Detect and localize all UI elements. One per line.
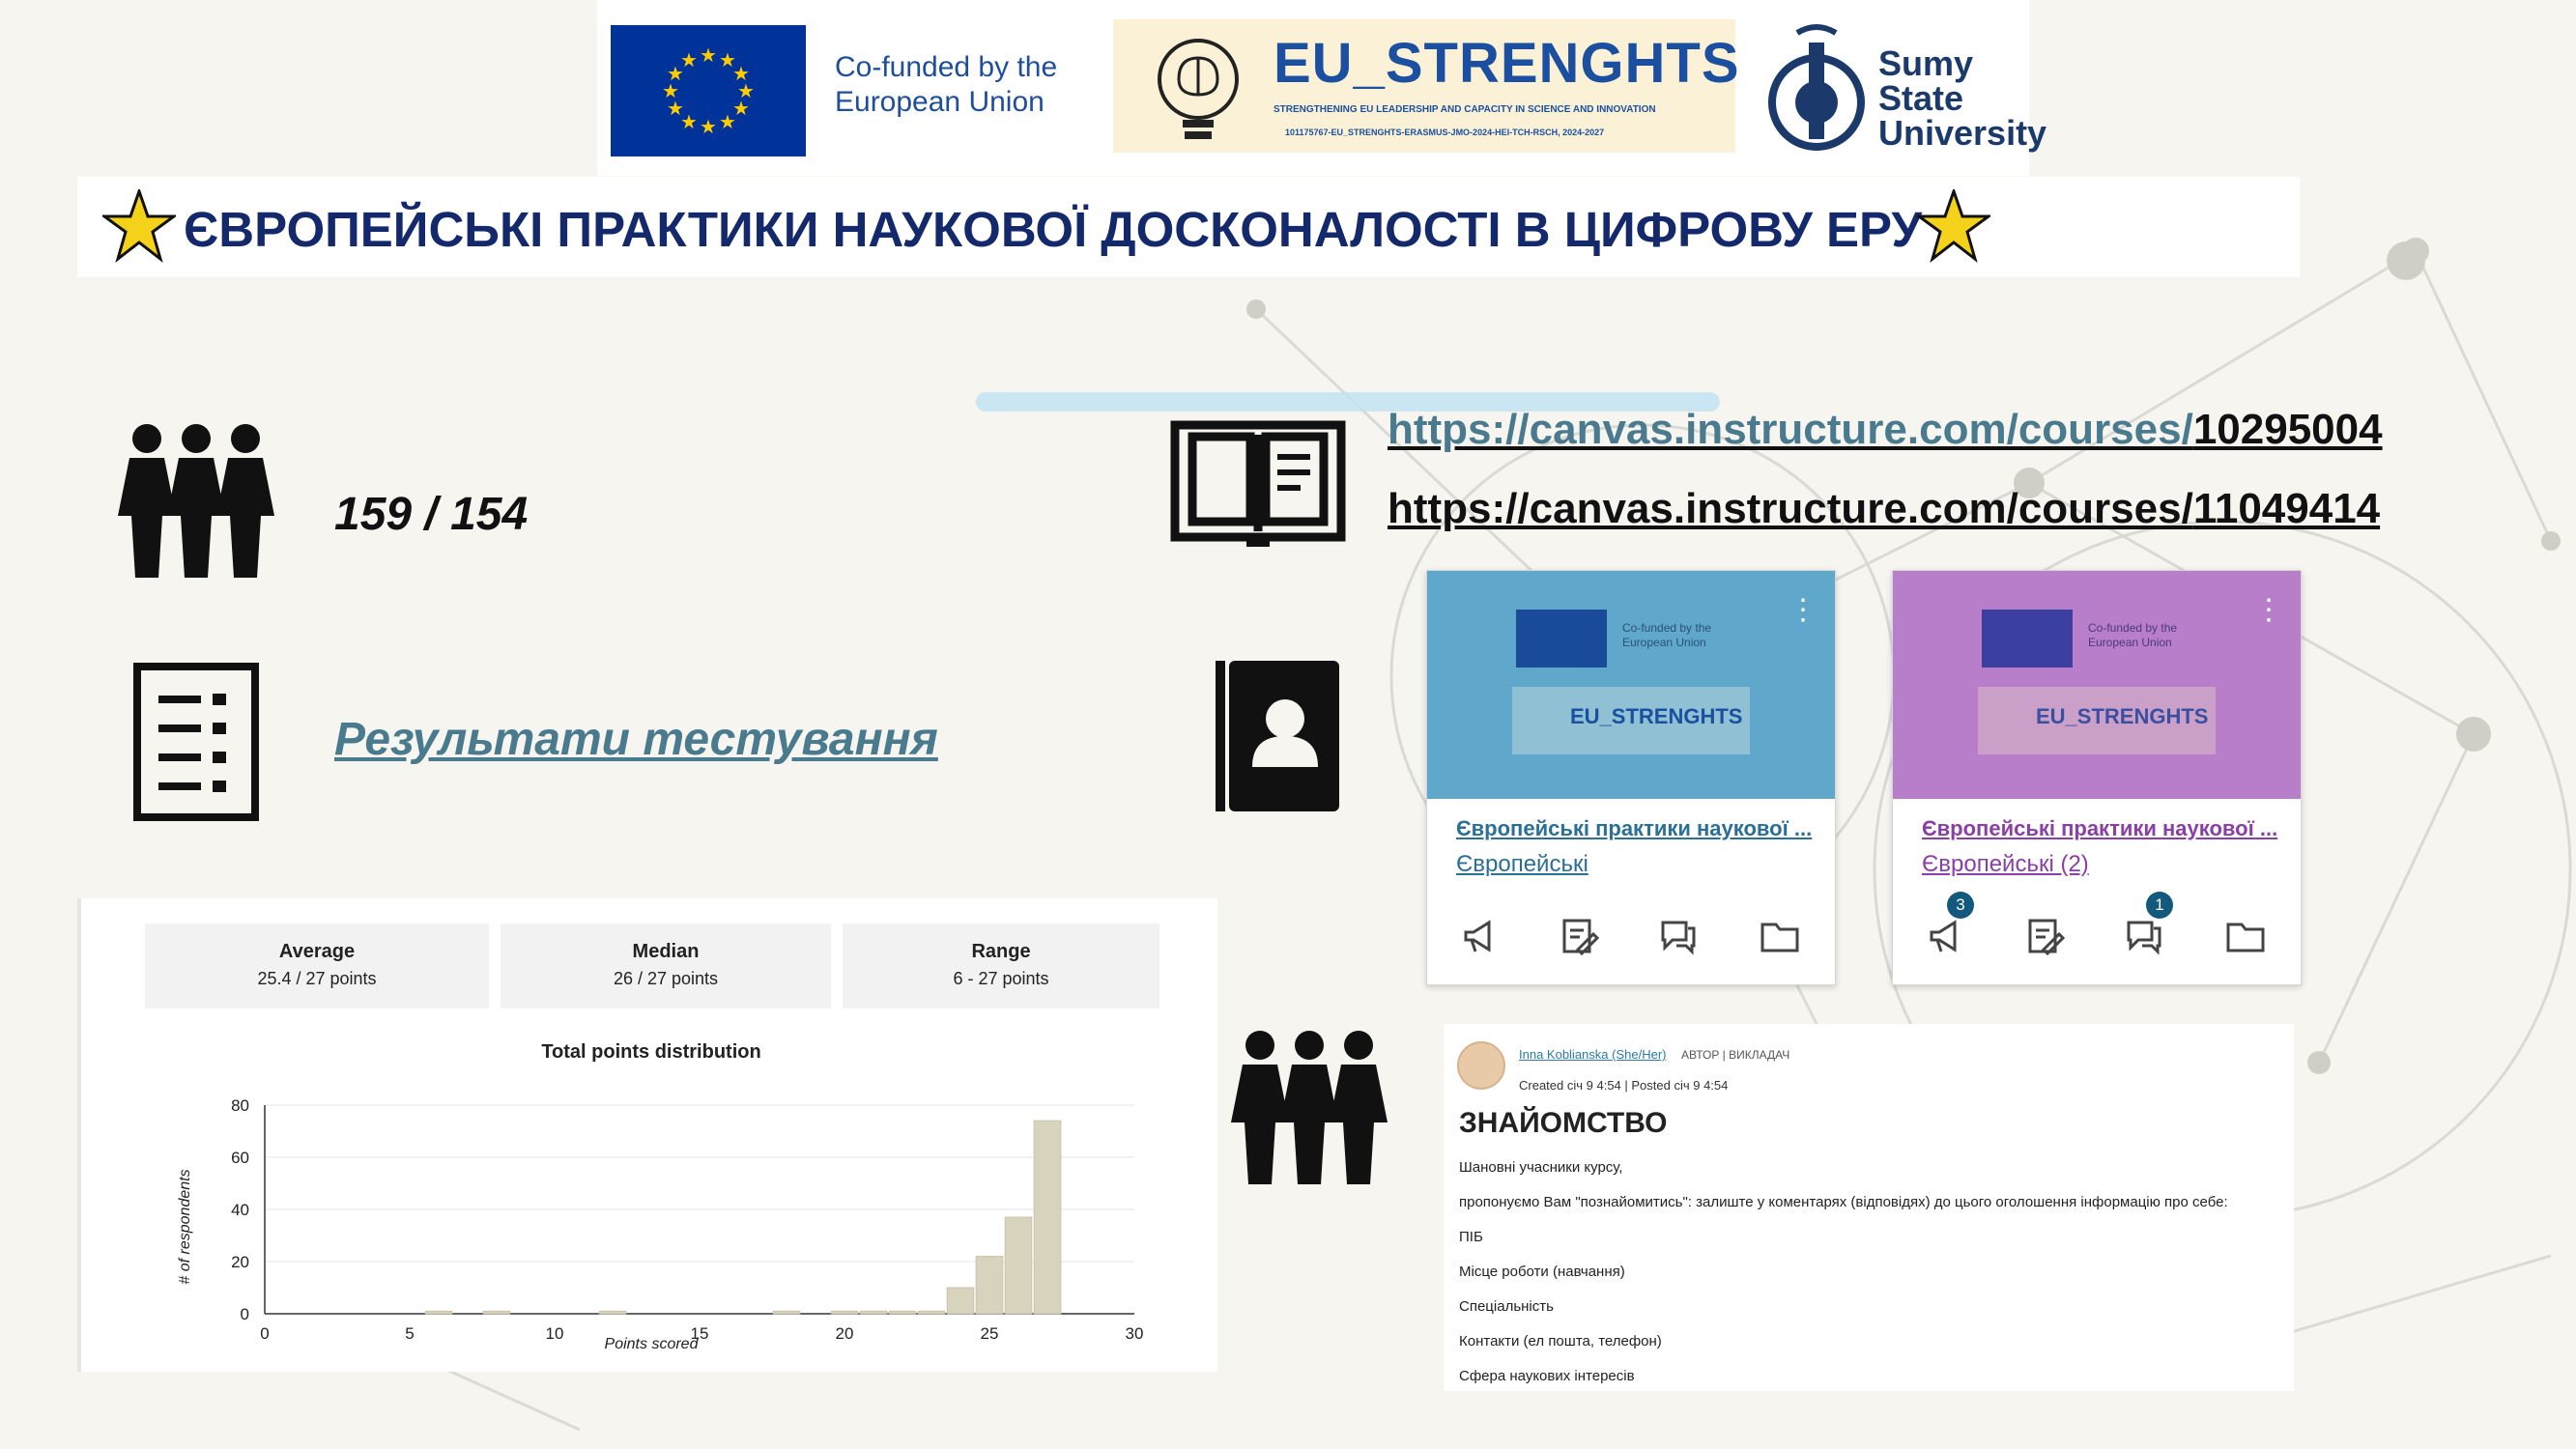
- files-folder-icon[interactable]: [2225, 917, 2266, 955]
- contact-book-icon: [1216, 661, 1339, 811]
- eu-flag-logo: [611, 25, 806, 156]
- chart-y-tick-label: 20: [231, 1253, 249, 1271]
- quiz-statistics-panel: [77, 898, 1217, 1372]
- brain-bulb-icon: [1148, 35, 1248, 147]
- chart-bar: [425, 1311, 452, 1314]
- open-book-icon: [1169, 419, 1347, 549]
- stat-median: [501, 923, 831, 1009]
- people-group-icon: [108, 421, 284, 578]
- chart-x-tick-label: 5: [405, 1324, 415, 1343]
- chart-x-tick-label: 0: [260, 1324, 270, 1343]
- svg-text:★: ★: [662, 79, 679, 102]
- eu-cofunded-line1: Co-funded by the: [835, 51, 1058, 83]
- stat-average-value: 25.4 / 27 points: [257, 969, 377, 988]
- assignments-icon[interactable]: [2026, 917, 2065, 955]
- discussions-badge: 1: [2146, 892, 2173, 919]
- chart-bar: [918, 1311, 945, 1314]
- course-url-2-base[interactable]: https://canvas.instructure.com/courses/: [1388, 485, 2193, 532]
- star-icon-right: [1917, 189, 1990, 263]
- course-url-1-id[interactable]: 10295004: [2192, 406, 2383, 453]
- author-name-link[interactable]: Inna Koblianska (She/Her): [1519, 1047, 1667, 1062]
- eu-cofunded-text: [835, 50, 1086, 120]
- course-url-2[interactable]: [1388, 485, 2380, 533]
- checklist-icon: [133, 663, 259, 821]
- discussions-icon[interactable]: [2125, 917, 2163, 955]
- announcement-line: Сфера наукових інтересів: [1459, 1368, 1635, 1384]
- university-name-line3: University: [1878, 113, 2047, 153]
- chart-bar: [1005, 1217, 1032, 1314]
- course-card-2[interactable]: [1892, 570, 2302, 985]
- participants-count: 159 / 154: [334, 489, 529, 540]
- stat-median-label: Median: [632, 941, 700, 962]
- chart-bar: [831, 1311, 858, 1314]
- university-name-line2: State: [1878, 78, 1964, 118]
- chart-bar: [599, 1311, 626, 1314]
- stat-average-label: Average: [278, 941, 356, 962]
- course-card-1-title-link[interactable]: Європейські практики наукової ...: [1456, 816, 1813, 840]
- chart-title: Total points distribution: [541, 1041, 761, 1063]
- points-distribution-chart: [81, 1034, 1221, 1362]
- star-icon-left: [102, 189, 176, 263]
- author-avatar: [1457, 1041, 1505, 1090]
- announcement-line: Місце роботи (навчання): [1459, 1264, 1625, 1280]
- svg-text:★: ★: [719, 48, 736, 71]
- announcement-line: Контакти (ел пошта, телефон): [1459, 1333, 1662, 1350]
- chart-x-tick-label: 10: [545, 1324, 564, 1343]
- files-folder-icon[interactable]: [1760, 917, 1800, 955]
- course-card-1-eu-flag: [1516, 610, 1607, 668]
- announcement-line: Шановні учасники курсу,: [1459, 1159, 1623, 1176]
- chart-bar: [773, 1311, 800, 1314]
- announcement-line: ПІБ: [1459, 1229, 1483, 1245]
- svg-text:★: ★: [700, 43, 717, 67]
- chart-y-tick-label: 80: [231, 1096, 249, 1115]
- announcement-line: пропонуємо Вам "познайомитись": залиште у коментарях (відповідях) до цього оголошення інформацію про себе:: [1459, 1194, 2228, 1210]
- chart-x-tick-label: 20: [835, 1324, 854, 1343]
- eu-cofunded-line2: European Union: [835, 86, 1045, 118]
- assignments-icon[interactable]: [1560, 917, 1599, 955]
- stat-average: [145, 923, 489, 1009]
- course-card-1-subtitle[interactable]: Європейські: [1456, 851, 1589, 877]
- svg-text:★: ★: [719, 110, 736, 133]
- university-name-line1: Sumy: [1878, 43, 1974, 83]
- eu-strenghts-subtitle: STRENGTHENING EU LEADERSHIP AND CAPACITY IN SCIENCE AND INNOVATION: [1274, 104, 1656, 115]
- announcement-line: Спеціальність: [1459, 1298, 1554, 1315]
- course-url-2-id[interactable]: 11049414: [2192, 485, 2381, 532]
- chart-x-tick-label: 30: [1125, 1324, 1144, 1343]
- test-results-link[interactable]: Результати тестування: [334, 714, 938, 765]
- svg-text:★: ★: [737, 79, 755, 102]
- chart-bar: [860, 1311, 887, 1314]
- chart-bar: [947, 1288, 974, 1314]
- chart-x-axis-label: Points scored: [604, 1336, 699, 1352]
- course-card-1-menu-icon[interactable]: ⋮: [1789, 594, 1818, 626]
- svg-text:★: ★: [667, 97, 684, 120]
- svg-text:★: ★: [667, 62, 684, 85]
- chart-y-tick-label: 60: [231, 1149, 249, 1167]
- announcement-title: ЗНАЙОМСТВО: [1459, 1107, 1668, 1139]
- page-title: ЄВРОПЕЙСЬКІ ПРАКТИКИ НАУКОВОЇ ДОСКОНАЛОСТІ В ЦИФРОВУ ЕРУ: [184, 202, 1923, 257]
- stat-median-value: 26 / 27 points: [613, 969, 719, 988]
- chart-bar: [889, 1311, 916, 1314]
- people-group-icon-2: [1221, 1028, 1397, 1184]
- course-url-1-base[interactable]: https://canvas.instructure.com/courses/: [1388, 406, 2193, 453]
- discussions-icon[interactable]: [1659, 917, 1698, 955]
- announcements-icon[interactable]: [1926, 917, 1964, 955]
- svg-text:★: ★: [700, 115, 717, 138]
- course-card-2-title-link[interactable]: Європейські практики наукової ...: [1922, 816, 2278, 840]
- chart-bar: [483, 1311, 510, 1314]
- stat-range: [843, 923, 1159, 1009]
- course-card-2-eu-flag: [1982, 610, 2073, 668]
- chart-y-tick-label: 0: [240, 1305, 249, 1323]
- course-card-2-cofunded: Co-funded by the European Union: [2088, 621, 2178, 649]
- course-card-1-image[interactable]: [1427, 571, 1835, 799]
- announcement-panel: [1444, 1024, 2294, 1391]
- svg-text:★: ★: [732, 97, 750, 120]
- course-card-2-menu-icon[interactable]: ⋮: [2254, 594, 2283, 626]
- chart-x-tick-label: 15: [690, 1324, 709, 1343]
- chart-y-axis-label: # of respondents: [177, 1169, 193, 1285]
- chart-y-tick-label: 40: [231, 1201, 249, 1219]
- stat-range-value: 6 - 27 points: [953, 969, 1049, 988]
- announcements-icon[interactable]: [1460, 917, 1499, 955]
- university-name: [1878, 43, 2047, 153]
- course-url-1[interactable]: [1388, 406, 2383, 454]
- svg-text:★: ★: [732, 62, 750, 85]
- course-card-2-subtitle[interactable]: Європейські (2): [1922, 851, 2089, 877]
- ssu-emblem-logo: [1759, 23, 1875, 158]
- eu-strenghts-code: 101175767-EU_STRENGHTS-ERASMUS-JMO-2024-HEI-TCH-RSCH, 2024-2027: [1285, 128, 1605, 137]
- announcements-badge: 3: [1947, 892, 1974, 919]
- svg-text:★: ★: [680, 48, 698, 71]
- author-roles: АВТОР | ВИКЛАДАЧ: [1681, 1048, 1790, 1062]
- course-card-1-eus-logo: EU_STRENGHTS: [1512, 687, 1750, 754]
- course-card-2-image[interactable]: [1893, 571, 2301, 799]
- course-card-1-cofunded: Co-funded by the European Union: [1622, 621, 1712, 649]
- stat-range-label: Range: [971, 941, 1031, 962]
- eu-strenghts-title: EU_STRENGHTS: [1274, 32, 1740, 95]
- course-card-2-eus-logo: EU_STRENGHTS: [1978, 687, 2216, 754]
- chart-bar: [1034, 1121, 1061, 1314]
- chart-x-tick-label: 25: [980, 1324, 999, 1343]
- course-card-1[interactable]: [1426, 570, 1836, 985]
- announcement-dates: Created січ 9 4:54 | Posted січ 9 4:54: [1519, 1078, 1729, 1093]
- svg-text:★: ★: [680, 110, 698, 133]
- chart-bar: [976, 1257, 1003, 1314]
